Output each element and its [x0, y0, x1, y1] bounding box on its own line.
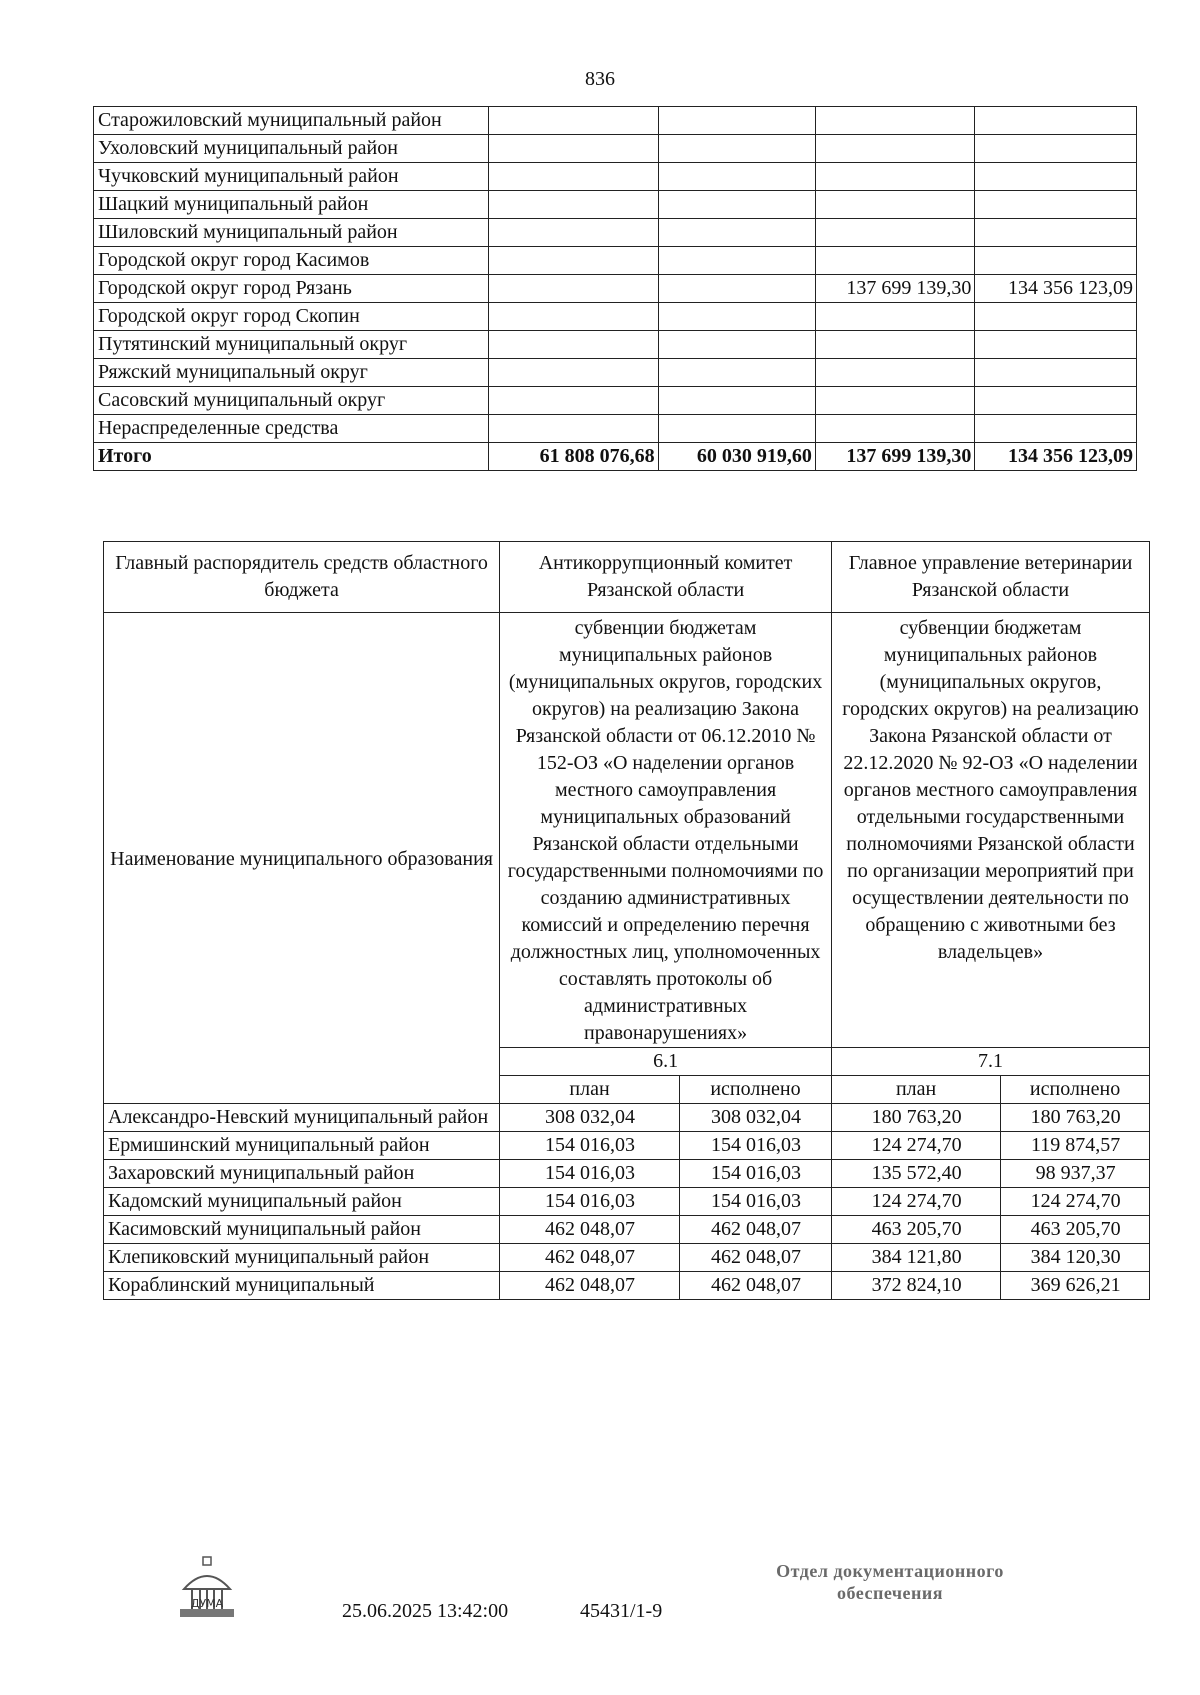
value-cell	[975, 359, 1137, 387]
table-row	[104, 1216, 1150, 1244]
value-cell: 462 048,07	[500, 1244, 680, 1272]
municipality-name: Ряжский муниципальный округ	[94, 359, 489, 387]
value-cell	[815, 415, 974, 443]
value-cell: 137 699 139,30	[815, 275, 974, 303]
value-cell: 308 032,04	[679, 1104, 831, 1132]
value-cell: 462 048,07	[679, 1216, 831, 1244]
header-main-cell: Главный распорядитель средств областного бюджета	[104, 542, 500, 613]
value-cell: 124 274,70	[832, 1132, 1001, 1160]
value-cell: 463 205,70	[832, 1216, 1001, 1244]
municipality-name: Ухоловский муниципальный район	[94, 135, 489, 163]
value-cell: 372 824,10	[832, 1272, 1001, 1300]
subvention-description-2: субвенции бюджетам муниципальных районов (муниципальных округов, городских округов) на реализацию Закона Рязанской области от 22.12.2020 № 92-ОЗ «О наделении органов местного самоуправления отдельными государственными полномочиями Рязанской области по организации мероприятий при осуществлении деятельности по обращению с животными без владельцев»	[832, 613, 1150, 1048]
value-cell: 124 274,70	[832, 1188, 1001, 1216]
table-row	[94, 331, 1137, 359]
value-cell	[658, 107, 815, 135]
value-cell	[975, 303, 1137, 331]
value-cell	[489, 247, 658, 275]
value-cell: 369 626,21	[1001, 1272, 1150, 1300]
value-cell	[815, 387, 974, 415]
table-row	[94, 387, 1137, 415]
table-row	[94, 359, 1137, 387]
value-cell	[658, 247, 815, 275]
value-cell: 154 016,03	[500, 1160, 680, 1188]
table-row	[94, 275, 1137, 303]
header-veterinary-department: Главное управление ветеринарии Рязанской области	[832, 542, 1150, 613]
total-value-cell: 134 356 123,09	[975, 443, 1137, 471]
value-cell: 180 763,20	[832, 1104, 1001, 1132]
municipality-name: Городской округ город Скопин	[94, 303, 489, 331]
done-header-2: исполнено	[1001, 1076, 1150, 1104]
value-cell: 154 016,03	[679, 1188, 831, 1216]
value-cell	[658, 303, 815, 331]
value-cell	[489, 387, 658, 415]
value-cell	[658, 387, 815, 415]
table-row	[94, 163, 1137, 191]
municipality-name: Сасовский муниципальный округ	[94, 387, 489, 415]
value-cell: 154 016,03	[500, 1188, 680, 1216]
table-row	[94, 247, 1137, 275]
value-cell	[815, 107, 974, 135]
value-cell	[975, 219, 1137, 247]
value-cell	[658, 135, 815, 163]
value-cell	[815, 303, 974, 331]
value-cell	[975, 191, 1137, 219]
value-cell: 119 874,57	[1001, 1132, 1150, 1160]
table-row	[104, 1188, 1150, 1216]
table-row	[94, 107, 1137, 135]
value-cell	[975, 415, 1137, 443]
value-cell	[489, 331, 658, 359]
value-cell	[658, 163, 815, 191]
municipality-name: Старожиловский муниципальный район	[94, 107, 489, 135]
table-row	[94, 135, 1137, 163]
table-row	[94, 191, 1137, 219]
municipality-name: Александро-Невский муниципальный район	[104, 1104, 500, 1132]
value-cell: 462 048,07	[500, 1216, 680, 1244]
value-cell	[489, 275, 658, 303]
value-cell: 154 016,03	[500, 1132, 680, 1160]
municipality-name: Нераспределенные средства	[94, 415, 489, 443]
value-cell	[815, 331, 974, 359]
value-cell: 462 048,07	[500, 1272, 680, 1300]
value-cell	[658, 275, 815, 303]
total-label: Итого	[94, 443, 489, 471]
table-row	[94, 415, 1137, 443]
municipality-name: Захаровский муниципальный район	[104, 1160, 500, 1188]
value-cell: 135 572,40	[832, 1160, 1001, 1188]
value-cell: 124 274,70	[1001, 1188, 1150, 1216]
value-cell	[815, 247, 974, 275]
footer-datetime: 25.06.2025 13:42:00	[342, 1600, 509, 1622]
municipality-name: Городской округ город Рязань	[94, 275, 489, 303]
value-cell	[975, 247, 1137, 275]
municipality-name: Ермишинский муниципальный район	[104, 1132, 500, 1160]
value-cell	[975, 107, 1137, 135]
value-cell	[975, 135, 1137, 163]
value-cell	[658, 191, 815, 219]
code-cell-1: 6.1	[500, 1048, 832, 1076]
table-row	[94, 303, 1137, 331]
value-cell	[658, 359, 815, 387]
value-cell: 154 016,03	[679, 1132, 831, 1160]
value-cell	[975, 163, 1137, 191]
value-cell	[815, 359, 974, 387]
value-cell	[489, 303, 658, 331]
department-stamp	[740, 1560, 1040, 1604]
value-cell	[489, 191, 658, 219]
value-cell	[489, 163, 658, 191]
municipality-name: Кадомский муниципальный район	[104, 1188, 500, 1216]
value-cell: 462 048,07	[679, 1244, 831, 1272]
municipality-name: Кораблинский муниципальный	[104, 1272, 500, 1300]
value-cell: 462 048,07	[679, 1272, 831, 1300]
footer-doc-number: 45431/1-9	[580, 1600, 663, 1622]
page-number: 836	[585, 68, 615, 90]
code-cell-2: 7.1	[832, 1048, 1150, 1076]
table-row	[104, 1244, 1150, 1272]
value-cell	[975, 387, 1137, 415]
logo-text: ДУМА	[190, 1597, 224, 1610]
value-cell	[489, 219, 658, 247]
description-row	[104, 613, 1150, 1048]
done-header-1: исполнено	[679, 1076, 831, 1104]
value-cell: 154 016,03	[679, 1160, 831, 1188]
plan-header-1: план	[500, 1076, 680, 1104]
value-cell	[815, 191, 974, 219]
value-cell	[658, 415, 815, 443]
municipality-name: Шацкий муниципальный район	[94, 191, 489, 219]
total-row	[94, 443, 1137, 471]
value-cell	[489, 135, 658, 163]
subventions-table	[103, 541, 1150, 1300]
header-anticorruption-committee: Антикоррупционный комитет Рязанской области	[500, 542, 832, 613]
duma-logo-icon	[172, 1555, 242, 1625]
municipality-name-header: Наименование муниципального образования	[104, 613, 500, 1104]
value-cell	[815, 163, 974, 191]
municipality-name: Путятинский муниципальный округ	[94, 331, 489, 359]
value-cell: 308 032,04	[500, 1104, 680, 1132]
table-row	[104, 1160, 1150, 1188]
stamp-line-2: обеспечения	[837, 1583, 943, 1603]
value-cell: 98 937,37	[1001, 1160, 1150, 1188]
value-cell	[489, 415, 658, 443]
total-value-cell: 61 808 076,68	[489, 443, 658, 471]
header-row	[104, 542, 1150, 613]
table-row	[104, 1132, 1150, 1160]
municipality-name: Шиловский муниципальный район	[94, 219, 489, 247]
value-cell	[975, 331, 1137, 359]
value-cell: 134 356 123,09	[975, 275, 1137, 303]
subvention-description-1: субвенции бюджетам муниципальных районов (муниципальных округов, городских округов) на реализацию Закона Рязанской области от 06.12.2010 № 152-ОЗ «О наделении органов местного самоуправления муниципальных образований Рязанской области отдельными государственными полномочиями по созданию административных комиссий и определению перечня должностных лиц, уполномоченных составлять протоколы об административных правонарушениях»	[500, 613, 832, 1048]
value-cell: 384 121,80	[832, 1244, 1001, 1272]
table-row	[94, 219, 1137, 247]
totals-table-continued	[93, 106, 1137, 471]
total-value-cell: 137 699 139,30	[815, 443, 974, 471]
table-row	[104, 1104, 1150, 1132]
municipality-name: Касимовский муниципальный район	[104, 1216, 500, 1244]
value-cell	[658, 219, 815, 247]
total-value-cell: 60 030 919,60	[658, 443, 815, 471]
value-cell	[815, 135, 974, 163]
municipality-name: Клепиковский муниципальный район	[104, 1244, 500, 1272]
value-cell: 463 205,70	[1001, 1216, 1150, 1244]
value-cell: 384 120,30	[1001, 1244, 1150, 1272]
value-cell	[489, 359, 658, 387]
value-cell	[489, 107, 658, 135]
stamp-line-1: Отдел документационного	[776, 1561, 1004, 1581]
value-cell	[815, 219, 974, 247]
municipality-name: Чучковский муниципальный район	[94, 163, 489, 191]
table-row	[104, 1272, 1150, 1300]
municipality-name: Городской округ город Касимов	[94, 247, 489, 275]
plan-header-2: план	[832, 1076, 1001, 1104]
value-cell: 180 763,20	[1001, 1104, 1150, 1132]
value-cell	[658, 331, 815, 359]
